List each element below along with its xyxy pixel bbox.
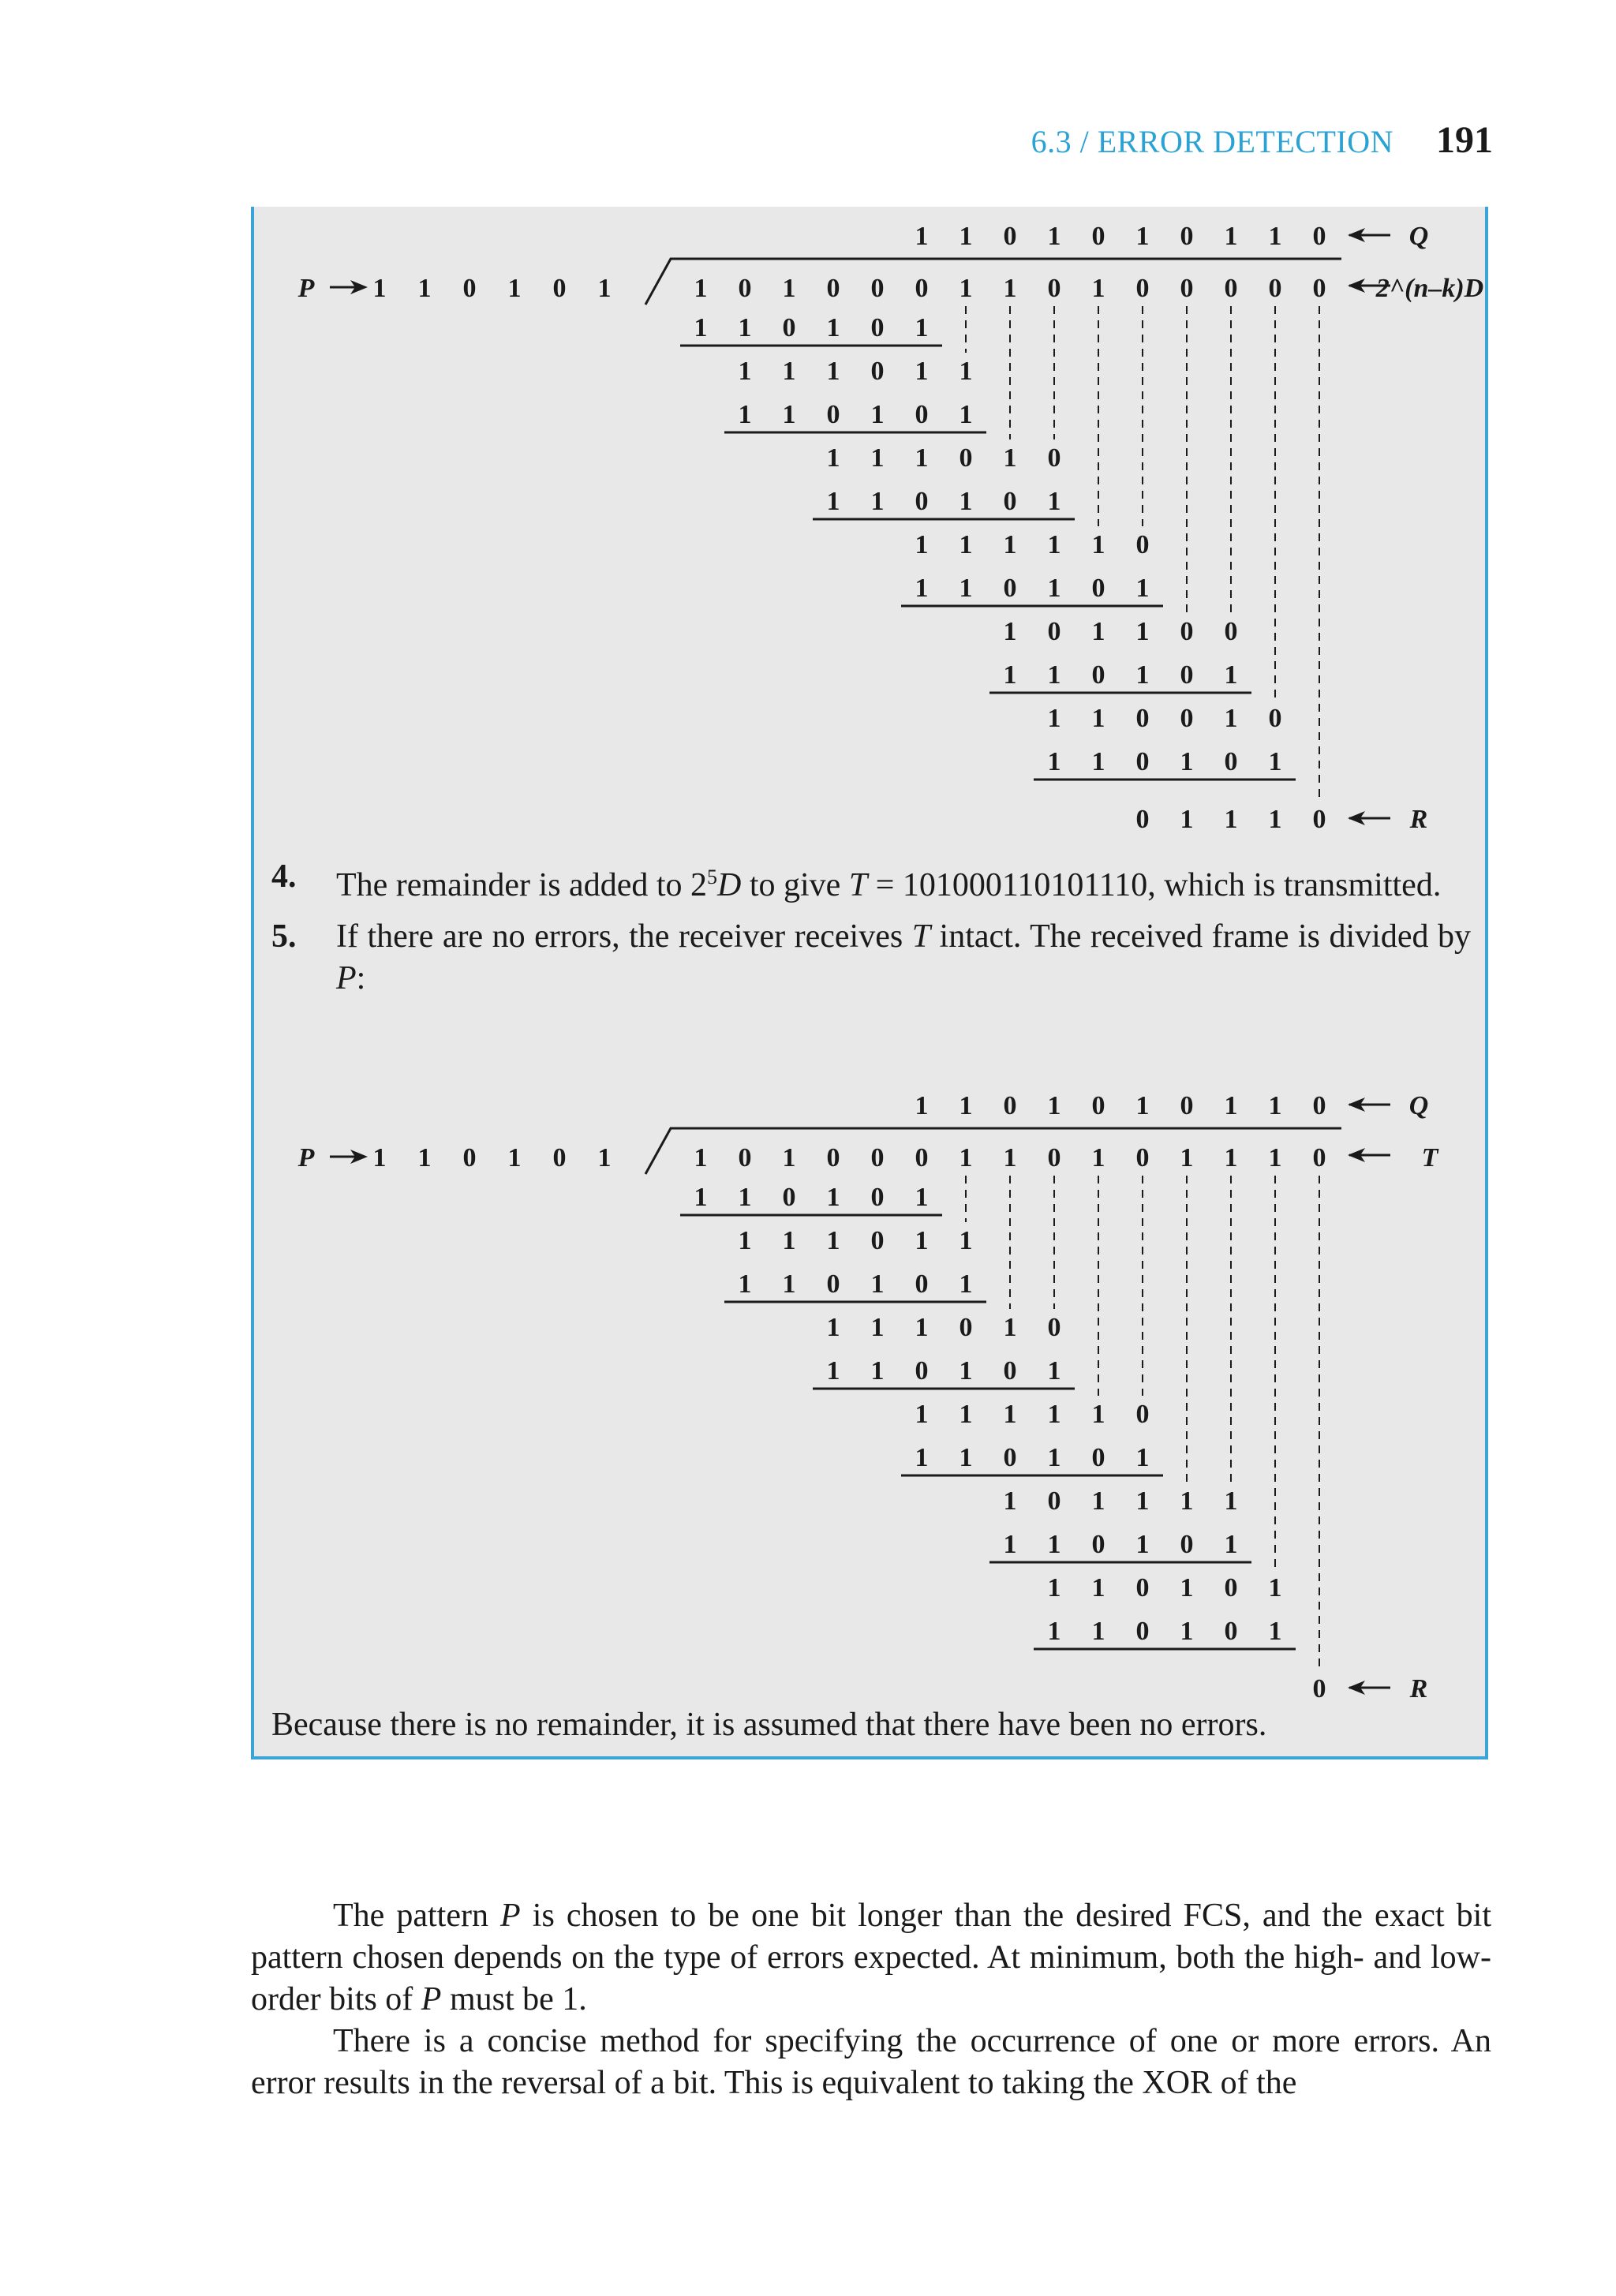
remainder-bit: 1 (1180, 805, 1194, 834)
dividend-bit: 0 (826, 1143, 840, 1172)
row-bit: 1 (826, 1356, 840, 1385)
row-bit: 1 (1091, 1400, 1105, 1429)
row-bit: 1 (1224, 660, 1238, 690)
row-bit: 0 (1224, 1617, 1238, 1646)
dividend-bit: 0 (1224, 274, 1238, 303)
row-bit: 1 (1135, 660, 1150, 690)
divisor-bit: 1 (372, 274, 387, 303)
row-bit: 1 (870, 1313, 885, 1342)
row-bit: 0 (870, 357, 885, 386)
dividend-bit: 0 (1312, 1143, 1326, 1172)
row-bit: 1 (826, 1183, 840, 1212)
row-bit: 1 (1268, 1617, 1282, 1646)
row-bit: 1 (738, 1183, 752, 1212)
row-bit: 1 (915, 1183, 929, 1212)
quotient-bit: 1 (1135, 1091, 1150, 1120)
dividend-bit: 0 (915, 274, 929, 303)
dividend-bit: 0 (1047, 1143, 1061, 1172)
row-bit: 1 (1091, 704, 1105, 733)
dividend-bit: 0 (1312, 274, 1326, 303)
row-bit: 1 (915, 1400, 929, 1429)
quotient-bit: 1 (1135, 222, 1150, 251)
dividend-bit: 0 (826, 274, 840, 303)
row-bit: 1 (694, 313, 708, 342)
dividend-bit: 0 (1047, 274, 1061, 303)
row-bit: 1 (915, 530, 929, 559)
divisor-bit: 0 (552, 1143, 567, 1172)
row-bit: 1 (826, 1226, 840, 1255)
row-bit: 1 (1047, 530, 1061, 559)
row-bit: 1 (782, 357, 796, 386)
row-bit: 1 (1224, 1486, 1238, 1516)
divisor-bit: 1 (417, 274, 432, 303)
row-bit: 1 (870, 400, 885, 429)
row-bit: 1 (1047, 747, 1061, 776)
row-bit: 1 (1047, 574, 1061, 603)
row-bit: 1 (1047, 660, 1061, 690)
divisor-bit: 0 (462, 274, 477, 303)
row-bit: 1 (915, 1443, 929, 1472)
row-bit: 1 (738, 400, 752, 429)
quotient-bit: 1 (1268, 222, 1282, 251)
quotient-bit: 1 (915, 1091, 929, 1120)
row-bit: 1 (959, 574, 973, 603)
remainder-label: R (1409, 1674, 1428, 1703)
row-bit: 0 (1268, 704, 1282, 733)
row-bit: 1 (1003, 443, 1017, 473)
row-bit: 0 (1135, 1617, 1150, 1646)
row-bit: 1 (1047, 1400, 1061, 1429)
row-bit: 0 (915, 1270, 929, 1299)
row-bit: 0 (1091, 574, 1105, 603)
row-bit: 1 (959, 1400, 973, 1429)
row-bit: 0 (1047, 617, 1061, 646)
row-bit: 1 (826, 357, 840, 386)
row-bit: 1 (1268, 1573, 1282, 1602)
row-bit: 1 (915, 1313, 929, 1342)
row-bit: 1 (1003, 530, 1017, 559)
row-bit: 0 (870, 1183, 885, 1212)
running-header (1031, 118, 1493, 162)
divisor-bit: 1 (372, 1143, 387, 1172)
quotient-bit: 1 (915, 222, 929, 251)
divisor-bit: 1 (417, 1143, 432, 1172)
divisor-bit: 1 (507, 274, 522, 303)
row-bit: 1 (870, 487, 885, 516)
quotient-bit: 1 (1224, 222, 1238, 251)
quotient-bit: 1 (959, 1091, 973, 1120)
row-bit: 0 (959, 443, 973, 473)
row-bit: 1 (959, 1270, 973, 1299)
row-bit: 0 (1003, 1356, 1017, 1385)
row-bit: 1 (915, 574, 929, 603)
quotient-bit: 0 (1180, 222, 1194, 251)
dividend-bit: 1 (782, 1143, 796, 1172)
row-bit: 0 (1180, 1530, 1194, 1559)
page-number: 191 (1436, 119, 1493, 161)
row-bit: 1 (782, 1270, 796, 1299)
row-bit: 0 (1180, 660, 1194, 690)
row-bit: 1 (1091, 1486, 1105, 1516)
row-bit: 0 (870, 1226, 885, 1255)
dividend-bit: 0 (738, 274, 752, 303)
quotient-bit: 0 (1312, 222, 1326, 251)
row-bit: 0 (959, 1313, 973, 1342)
row-bit: 1 (870, 443, 885, 473)
row-bit: 1 (959, 487, 973, 516)
row-bit: 1 (1047, 487, 1061, 516)
divisor-label: P (297, 1143, 315, 1172)
row-bit: 0 (1224, 1573, 1238, 1602)
divisor-label: P (297, 274, 315, 303)
row-bit: 1 (1224, 1530, 1238, 1559)
dividend-bit: 0 (870, 1143, 885, 1172)
dividend-label: 2^(n–k)D (1375, 274, 1484, 303)
row-bit: 1 (870, 1356, 885, 1385)
row-bit: 1 (1047, 1530, 1061, 1559)
quotient-bit: 0 (1312, 1091, 1326, 1120)
dividend-bit: 0 (738, 1143, 752, 1172)
row-bit: 0 (1047, 1486, 1061, 1516)
row-bit: 1 (1180, 1486, 1194, 1516)
quotient-bit: 0 (1003, 222, 1017, 251)
steps-list (271, 856, 1471, 1009)
row-bit: 1 (782, 400, 796, 429)
row-bit: 1 (738, 1270, 752, 1299)
row-bit: 1 (959, 1356, 973, 1385)
row-bit: 1 (738, 357, 752, 386)
row-bit: 1 (782, 1226, 796, 1255)
dividend-label: T (1421, 1143, 1438, 1172)
row-bit: 1 (738, 313, 752, 342)
row-bit: 1 (959, 400, 973, 429)
dividend-bit: 1 (1180, 1143, 1194, 1172)
row-bit: 1 (1224, 704, 1238, 733)
row-bit: 1 (1135, 617, 1150, 646)
row-bit: 0 (915, 400, 929, 429)
row-bit: 0 (1091, 1443, 1105, 1472)
dividend-bit: 1 (959, 1143, 973, 1172)
row-bit: 0 (1091, 660, 1105, 690)
quotient-bit: 1 (1268, 1091, 1282, 1120)
paragraph: The pattern P is chosen to be one bit longer than the desired FCS, and the exact bit pattern chosen depends on the type of errors expected. At minimum, both the high- and low-order bits of P must be 1. (251, 1898, 1491, 2017)
row-bit: 1 (1047, 1617, 1061, 1646)
dividend-bit: 0 (915, 1143, 929, 1172)
paragraph: There is a concise method for specifying the occurrence of one or more errors. An error results in the reversal of a bit. This is equivalent to taking the XOR of the (251, 2023, 1491, 2101)
dividend-bit: 0 (1268, 274, 1282, 303)
dividend-bit: 0 (1135, 274, 1150, 303)
divisor-bit: 0 (552, 274, 567, 303)
row-bit: 1 (1091, 530, 1105, 559)
dividend-bit: 1 (1091, 1143, 1105, 1172)
row-bit: 1 (694, 1183, 708, 1212)
row-bit: 1 (1091, 747, 1105, 776)
row-bit: 0 (1047, 443, 1061, 473)
row-bit: 1 (1135, 574, 1150, 603)
quotient-bit: 0 (1091, 222, 1105, 251)
step-text: If there are no errors, the receiver receives T intact. The received frame is divided by P: (336, 918, 1471, 997)
body-text (251, 1895, 1491, 2104)
row-bit: 1 (1091, 1617, 1105, 1646)
row-bit: 0 (1224, 747, 1238, 776)
row-bit: 1 (1047, 704, 1061, 733)
dividend-bit: 1 (1003, 274, 1017, 303)
row-bit: 1 (738, 1226, 752, 1255)
remainder-bit: 1 (1224, 805, 1238, 834)
row-bit: 1 (1268, 747, 1282, 776)
row-bit: 0 (1003, 574, 1017, 603)
quotient-bit: 1 (1047, 222, 1061, 251)
row-bit: 1 (1003, 1400, 1017, 1429)
dividend-bit: 1 (1091, 274, 1105, 303)
row-bit: 1 (915, 443, 929, 473)
dividend-bit: 1 (1268, 1143, 1282, 1172)
quotient-label: Q (1408, 222, 1429, 251)
dividend-bit: 0 (1135, 1143, 1150, 1172)
row-bit: 1 (959, 1226, 973, 1255)
row-bit: 1 (915, 1226, 929, 1255)
row-bit: 1 (1180, 1573, 1194, 1602)
row-bit: 1 (1180, 1617, 1194, 1646)
row-bit: 0 (826, 400, 840, 429)
row-bit: 0 (1047, 1313, 1061, 1342)
row-bit: 0 (782, 1183, 796, 1212)
row-bit: 1 (826, 487, 840, 516)
divisor-bit: 1 (507, 1143, 522, 1172)
row-bit: 0 (1180, 617, 1194, 646)
remainder-bit: 1 (1268, 805, 1282, 834)
row-bit: 0 (1224, 617, 1238, 646)
row-bit: 1 (826, 443, 840, 473)
row-bit: 0 (1135, 704, 1150, 733)
dividend-bit: 1 (782, 274, 796, 303)
row-bit: 0 (915, 487, 929, 516)
row-bit: 0 (782, 313, 796, 342)
section-title: 6.3 / ERROR DETECTION (1031, 124, 1393, 159)
divisor-bit: 1 (597, 274, 612, 303)
row-bit: 0 (1180, 704, 1194, 733)
row-bit: 1 (1135, 1443, 1150, 1472)
row-bit: 1 (1003, 617, 1017, 646)
row-bit: 1 (1180, 747, 1194, 776)
row-bit: 1 (1003, 1313, 1017, 1342)
row-bit: 1 (870, 1270, 885, 1299)
row-bit: 1 (1135, 1530, 1150, 1559)
remainder-label: R (1409, 805, 1428, 834)
row-bit: 1 (915, 357, 929, 386)
quotient-bit: 1 (1224, 1091, 1238, 1120)
row-bit: 0 (870, 313, 885, 342)
row-bit: 1 (1091, 1573, 1105, 1602)
row-bit: 1 (959, 357, 973, 386)
dividend-bit: 0 (870, 274, 885, 303)
row-bit: 0 (1135, 1400, 1150, 1429)
dividend-bit: 1 (959, 274, 973, 303)
row-bit: 1 (1135, 1486, 1150, 1516)
row-bit: 0 (1135, 530, 1150, 559)
row-bit: 0 (1003, 1443, 1017, 1472)
row-bit: 0 (826, 1270, 840, 1299)
quotient-bit: 0 (1180, 1091, 1194, 1120)
row-bit: 1 (826, 313, 840, 342)
quotient-bit: 0 (1091, 1091, 1105, 1120)
step-number: 4. (271, 858, 297, 895)
quotient-bit: 1 (1047, 1091, 1061, 1120)
row-bit: 1 (826, 1313, 840, 1342)
row-bit: 1 (1003, 1530, 1017, 1559)
row-bit: 0 (1003, 487, 1017, 516)
conclusion-text: Because there is no remainder, it is assumed that there have been no errors. (271, 1707, 1267, 1743)
row-bit: 1 (1003, 1486, 1017, 1516)
row-bit: 1 (915, 313, 929, 342)
step-text: The remainder is added to $2^5D$ to give T = 101000110101110, which is transmitted. (336, 866, 1442, 903)
row-bit: 0 (1091, 1530, 1105, 1559)
row-bit: 1 (959, 530, 973, 559)
divisor-bit: 0 (462, 1143, 477, 1172)
step-4 (271, 856, 1471, 907)
quotient-label: Q (1408, 1091, 1429, 1120)
dividend-bit: 1 (694, 1143, 708, 1172)
dividend-bit: 1 (694, 274, 708, 303)
row-bit: 0 (1135, 747, 1150, 776)
step-number: 5. (271, 918, 297, 955)
row-bit: 1 (1047, 1356, 1061, 1385)
dividend-bit: 0 (1180, 274, 1194, 303)
row-bit: 1 (1047, 1443, 1061, 1472)
remainder-bit: 0 (1312, 805, 1326, 834)
row-bit: 1 (1003, 660, 1017, 690)
quotient-bit: 0 (1003, 1091, 1017, 1120)
row-bit: 0 (915, 1356, 929, 1385)
dividend-bit: 1 (1003, 1143, 1017, 1172)
row-bit: 1 (959, 1443, 973, 1472)
remainder-bit: 0 (1135, 805, 1150, 834)
row-bit: 0 (1135, 1573, 1150, 1602)
dividend-bit: 1 (1224, 1143, 1238, 1172)
step-5 (271, 916, 1471, 1000)
row-bit: 1 (1047, 1573, 1061, 1602)
divisor-bit: 1 (597, 1143, 612, 1172)
remainder-bit: 0 (1312, 1674, 1326, 1703)
quotient-bit: 1 (959, 222, 973, 251)
row-bit: 1 (1091, 617, 1105, 646)
